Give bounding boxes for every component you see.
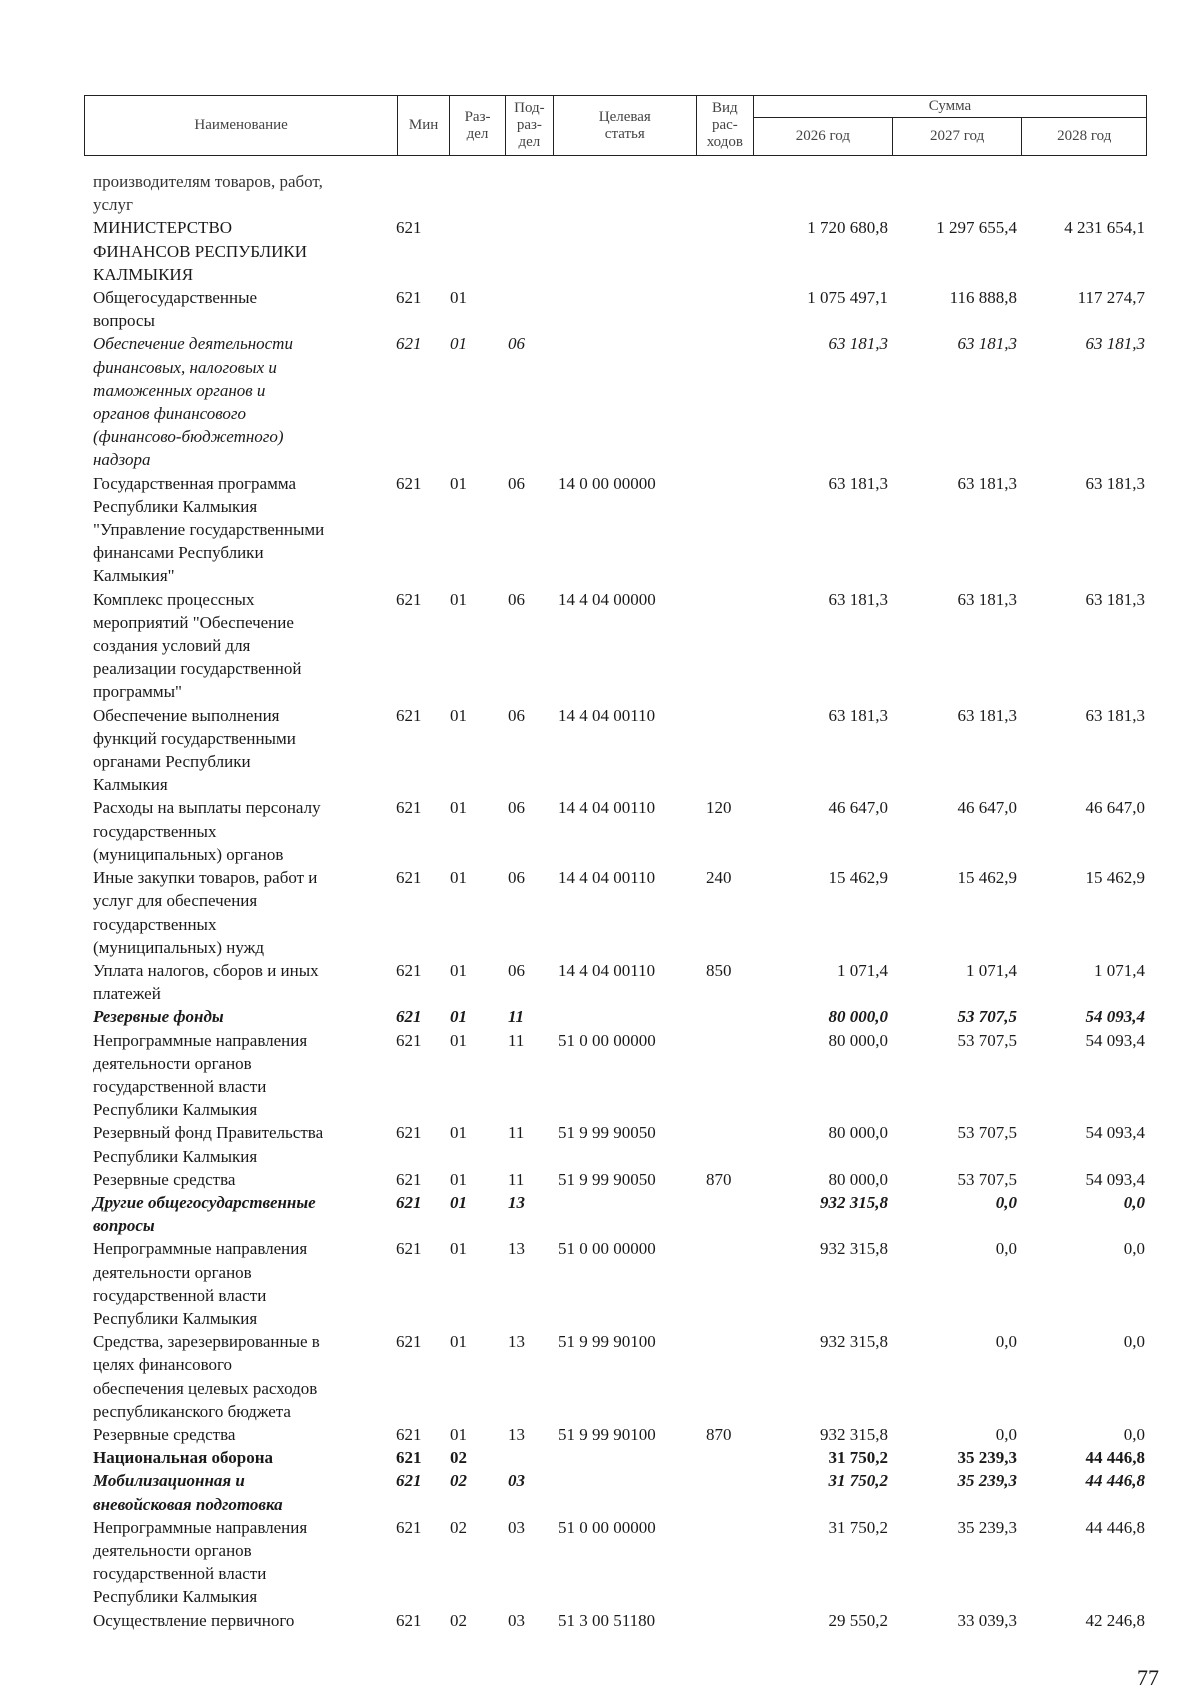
row-name: производителям товаров, работ, услуг [93, 172, 323, 215]
row-name: Резервные средства [93, 1424, 236, 1444]
cell-y28: 0,0 [1123, 1424, 1145, 1444]
cell-y26: 1 071,4 [837, 960, 888, 980]
row-name: Резервный фонд Правительства Республики Калмыкия [93, 1123, 324, 1166]
cell-cel: 51 3 00 51180 [558, 1610, 656, 1630]
cell-razd: 01 [450, 1239, 467, 1259]
cell-y26: 932 315,8 [820, 1332, 888, 1352]
cell-y26: 63 181,3 [828, 334, 888, 354]
cell-cel: 51 9 99 90050 [558, 1123, 656, 1143]
cell-razd: 02 [450, 1471, 467, 1491]
row-name: Другие общегосударственные вопросы [93, 1192, 316, 1236]
cell-y27: 35 239,3 [957, 1448, 1017, 1468]
cell-min: 621 [396, 1517, 422, 1537]
cell-razd: 01 [450, 1192, 467, 1212]
cell-pod: 13 [508, 1192, 525, 1212]
cell-pod: 03 [508, 1610, 525, 1630]
cell-cel: 14 4 04 00110 [558, 868, 656, 888]
cell-min: 621 [396, 960, 422, 980]
row-name: Непрограммные направления деятельности органов государственной власти Республики Калмыкия [93, 1517, 308, 1607]
cell-pod: 06 [508, 798, 525, 818]
row-name: Уплата налогов, сборов и иных платежей [93, 960, 319, 1004]
table-header [84, 95, 1147, 156]
cell-y28: 54 093,4 [1085, 1007, 1145, 1027]
row-name: Осуществление первичного [93, 1610, 295, 1630]
cell-y28: 63 181,3 [1085, 473, 1145, 493]
cell-cel: 14 4 04 00000 [558, 589, 656, 609]
table-row [0, 286, 1200, 332]
row-name: Иные закупки товаров, работ и услуг для обеспечения государственных (муниципальных) нужд [93, 868, 318, 957]
row-name: Обеспечение выполнения функций государственными органами Республики Калмыкия [93, 705, 296, 795]
cell-min: 621 [396, 1123, 422, 1143]
cell-pod: 06 [508, 705, 525, 725]
cell-cel: 51 9 99 90100 [558, 1424, 656, 1444]
cell-y27: 33 039,3 [957, 1610, 1017, 1630]
cell-y27: 63 181,3 [957, 705, 1017, 725]
row-name: Национальная оборона [93, 1448, 274, 1468]
cell-razd: 01 [450, 1169, 467, 1189]
table-row [0, 1446, 1200, 1469]
header-podrazdel: Под- раз- дел [506, 96, 554, 156]
cell-pod: 06 [508, 473, 525, 493]
header-summa: Сумма [753, 96, 1146, 118]
cell-y27: 1 297 655,4 [936, 218, 1017, 238]
cell-pod: 13 [508, 1239, 525, 1259]
table-row [0, 472, 1200, 588]
cell-min: 621 [396, 1192, 422, 1212]
row-name: Резервные средства [93, 1169, 236, 1189]
cell-min: 621 [396, 218, 422, 238]
table-row [0, 1609, 1200, 1632]
cell-razd: 01 [450, 1030, 467, 1050]
header-2026: 2026 год [753, 118, 892, 156]
cell-y26: 80 000,0 [828, 1123, 888, 1143]
cell-cel: 51 9 99 90050 [558, 1169, 656, 1189]
cell-y27: 0,0 [995, 1239, 1017, 1259]
table-row [0, 796, 1200, 866]
row-name: Обеспечение деятельности финансовых, налоговых и таможенных органов и органов финансового (финансово-бюджетного) надзора [93, 334, 293, 470]
cell-vid: 240 [706, 868, 732, 888]
header-name: Наименование [85, 96, 398, 156]
cell-pod: 11 [508, 1030, 525, 1050]
table-row [0, 588, 1200, 704]
cell-pod: 13 [508, 1332, 525, 1352]
table-row [0, 216, 1200, 286]
cell-y26: 29 550,2 [828, 1610, 888, 1630]
cell-vid: 850 [706, 960, 732, 980]
cell-razd: 02 [450, 1610, 467, 1630]
cell-y26: 31 750,2 [828, 1448, 888, 1468]
cell-pod: 11 [508, 1123, 525, 1143]
cell-y26: 63 181,3 [828, 473, 888, 493]
cell-razd: 01 [450, 705, 467, 725]
cell-y27: 63 181,3 [957, 473, 1017, 493]
cell-y28: 0,0 [1123, 1239, 1145, 1259]
page-number: 77 [1137, 1665, 1159, 1690]
cell-y28: 1 071,4 [1094, 960, 1145, 980]
cell-pod: 11 [508, 1169, 525, 1189]
cell-razd: 01 [450, 1007, 467, 1027]
cell-y27: 53 707,5 [957, 1030, 1017, 1050]
table-row [0, 959, 1200, 1005]
cell-razd: 01 [450, 798, 467, 818]
table-row [0, 1237, 1200, 1330]
cell-y26: 31 750,2 [828, 1471, 888, 1491]
cell-min: 621 [396, 334, 422, 354]
cell-min: 621 [396, 1424, 422, 1444]
table-row [0, 866, 1200, 959]
cell-min: 621 [396, 1169, 422, 1189]
cell-cel: 51 0 00 00000 [558, 1030, 656, 1050]
cell-pod: 11 [508, 1007, 525, 1027]
cell-razd: 01 [450, 1424, 467, 1444]
cell-y26: 932 315,8 [820, 1424, 888, 1444]
cell-razd: 02 [450, 1517, 467, 1537]
cell-y27: 53 707,5 [957, 1123, 1017, 1143]
cell-pod: 06 [508, 334, 525, 354]
cell-y27: 0,0 [995, 1424, 1017, 1444]
table-row [0, 704, 1200, 797]
table-row [0, 1121, 1200, 1167]
cell-razd: 02 [450, 1448, 467, 1468]
cell-y28: 46 647,0 [1085, 798, 1145, 818]
cell-cel: 51 0 00 00000 [558, 1517, 656, 1537]
cell-cel: 14 0 00 00000 [558, 473, 656, 493]
cell-y26: 63 181,3 [828, 589, 888, 609]
table-row [0, 1516, 1200, 1609]
cell-vid: 120 [706, 798, 732, 818]
cell-y26: 932 315,8 [820, 1239, 888, 1259]
cell-min: 621 [396, 798, 422, 818]
cell-min: 621 [396, 868, 422, 888]
cell-pod: 03 [508, 1517, 525, 1537]
cell-y28: 0,0 [1123, 1192, 1145, 1212]
table-row [0, 1330, 1200, 1423]
cell-y27: 0,0 [995, 1192, 1017, 1212]
table-row [0, 1469, 1200, 1515]
cell-min: 621 [396, 473, 422, 493]
cell-vid: 870 [706, 1424, 732, 1444]
cell-y28: 63 181,3 [1085, 705, 1145, 725]
cell-y28: 4 231 654,1 [1064, 218, 1145, 238]
table-body [0, 170, 1200, 1632]
cell-y26: 932 315,8 [820, 1192, 888, 1212]
cell-y27: 116 888,8 [949, 288, 1017, 308]
cell-min: 621 [396, 1610, 422, 1630]
row-name: Непрограммные направления деятельности органов государственной власти Республики Калмыкия [93, 1239, 308, 1328]
cell-min: 621 [396, 1471, 422, 1491]
row-name: Мобилизационная и вневойсковая подготовка [93, 1471, 283, 1514]
cell-y26: 15 462,9 [828, 868, 888, 888]
row-name: Непрограммные направления деятельности органов государственной власти Республики Калмыкия [93, 1030, 308, 1120]
header-razdel: Раз- дел [450, 96, 506, 156]
cell-razd: 01 [450, 1332, 467, 1352]
cell-razd: 01 [450, 473, 467, 493]
cell-razd: 01 [450, 589, 467, 609]
header-celevaya: Целевая статья [553, 96, 696, 156]
row-name: Расходы на выплаты персоналу государственных (муниципальных) органов [93, 798, 321, 864]
table-row [0, 1029, 1200, 1122]
cell-y27: 1 071,4 [966, 960, 1017, 980]
table-row [0, 1191, 1200, 1237]
table-row [0, 1423, 1200, 1446]
cell-y27: 15 462,9 [957, 868, 1017, 888]
cell-min: 621 [396, 1332, 422, 1352]
cell-y27: 35 239,3 [957, 1517, 1017, 1537]
cell-razd: 01 [450, 334, 467, 354]
cell-y28: 63 181,3 [1085, 334, 1145, 354]
row-name: МИНИСТЕРСТВО ФИНАНСОВ РЕСПУБЛИКИ КАЛМЫКИЯ [93, 218, 307, 284]
cell-y27: 35 239,3 [957, 1471, 1017, 1491]
cell-y28: 44 446,8 [1085, 1448, 1145, 1468]
table-row [0, 1168, 1200, 1191]
cell-y26: 80 000,0 [828, 1169, 888, 1189]
header-min: Мин [398, 96, 450, 156]
cell-vid: 870 [706, 1169, 732, 1189]
cell-cel: 14 4 04 00110 [558, 960, 656, 980]
cell-cel: 51 9 99 90100 [558, 1332, 656, 1352]
cell-y27: 53 707,5 [957, 1007, 1017, 1027]
cell-y27: 63 181,3 [957, 334, 1017, 354]
cell-y28: 15 462,9 [1085, 868, 1145, 888]
table-row [0, 1005, 1200, 1028]
cell-y28: 0,0 [1123, 1332, 1145, 1352]
cell-razd: 01 [450, 288, 467, 308]
cell-min: 621 [396, 1448, 422, 1468]
cell-pod: 03 [508, 1471, 525, 1491]
row-name: Государственная программа Республики Калмыкия "Управление государственными финансами Республики Калмыкия" [93, 473, 325, 586]
cell-y28: 44 446,8 [1085, 1471, 1145, 1491]
cell-cel: 51 0 00 00000 [558, 1239, 656, 1259]
cell-min: 621 [396, 1007, 422, 1027]
header-2027: 2027 год [892, 118, 1022, 156]
cell-y27: 46 647,0 [957, 798, 1017, 818]
cell-min: 621 [396, 705, 422, 725]
cell-razd: 01 [450, 868, 467, 888]
cell-y26: 31 750,2 [828, 1517, 888, 1537]
table-row [0, 332, 1200, 471]
cell-pod: 06 [508, 868, 525, 888]
table-row [0, 170, 1200, 216]
cell-y28: 42 246,8 [1085, 1610, 1145, 1630]
cell-y27: 63 181,3 [957, 589, 1017, 609]
cell-y26: 63 181,3 [828, 705, 888, 725]
row-name: Средства, зарезервированные в целях финансового обеспечения целевых расходов республиканского бюджета [93, 1332, 320, 1421]
cell-min: 621 [396, 1239, 422, 1259]
cell-pod: 06 [508, 960, 525, 980]
cell-min: 621 [396, 589, 422, 609]
cell-y28: 54 093,4 [1085, 1169, 1145, 1189]
header-2028: 2028 год [1022, 118, 1147, 156]
cell-y27: 0,0 [995, 1332, 1017, 1352]
cell-y27: 53 707,5 [957, 1169, 1017, 1189]
cell-y26: 80 000,0 [828, 1007, 888, 1027]
row-name: Комплекс процессных мероприятий "Обеспечение создания условий для реализации государственной программы" [93, 589, 302, 702]
cell-cel: 14 4 04 00110 [558, 705, 656, 725]
cell-cel: 14 4 04 00110 [558, 798, 656, 818]
row-name: Общегосударственные вопросы [93, 288, 258, 331]
cell-y26: 46 647,0 [828, 798, 888, 818]
cell-y28: 44 446,8 [1085, 1517, 1145, 1537]
cell-razd: 01 [450, 960, 467, 980]
cell-min: 621 [396, 288, 422, 308]
cell-y26: 1 720 680,8 [807, 218, 888, 238]
cell-y28: 54 093,4 [1085, 1030, 1145, 1050]
header-vid: Вид рас- ходов [696, 96, 753, 156]
cell-y26: 80 000,0 [828, 1030, 888, 1050]
cell-y26: 1 075 497,1 [807, 288, 888, 308]
cell-y28: 117 274,7 [1077, 288, 1145, 308]
cell-razd: 01 [450, 1123, 467, 1143]
cell-y28: 63 181,3 [1085, 589, 1145, 609]
cell-pod: 13 [508, 1424, 525, 1444]
row-name: Резервные фонды [93, 1007, 224, 1027]
cell-y28: 54 093,4 [1085, 1123, 1145, 1143]
cell-pod: 06 [508, 589, 525, 609]
cell-min: 621 [396, 1030, 422, 1050]
